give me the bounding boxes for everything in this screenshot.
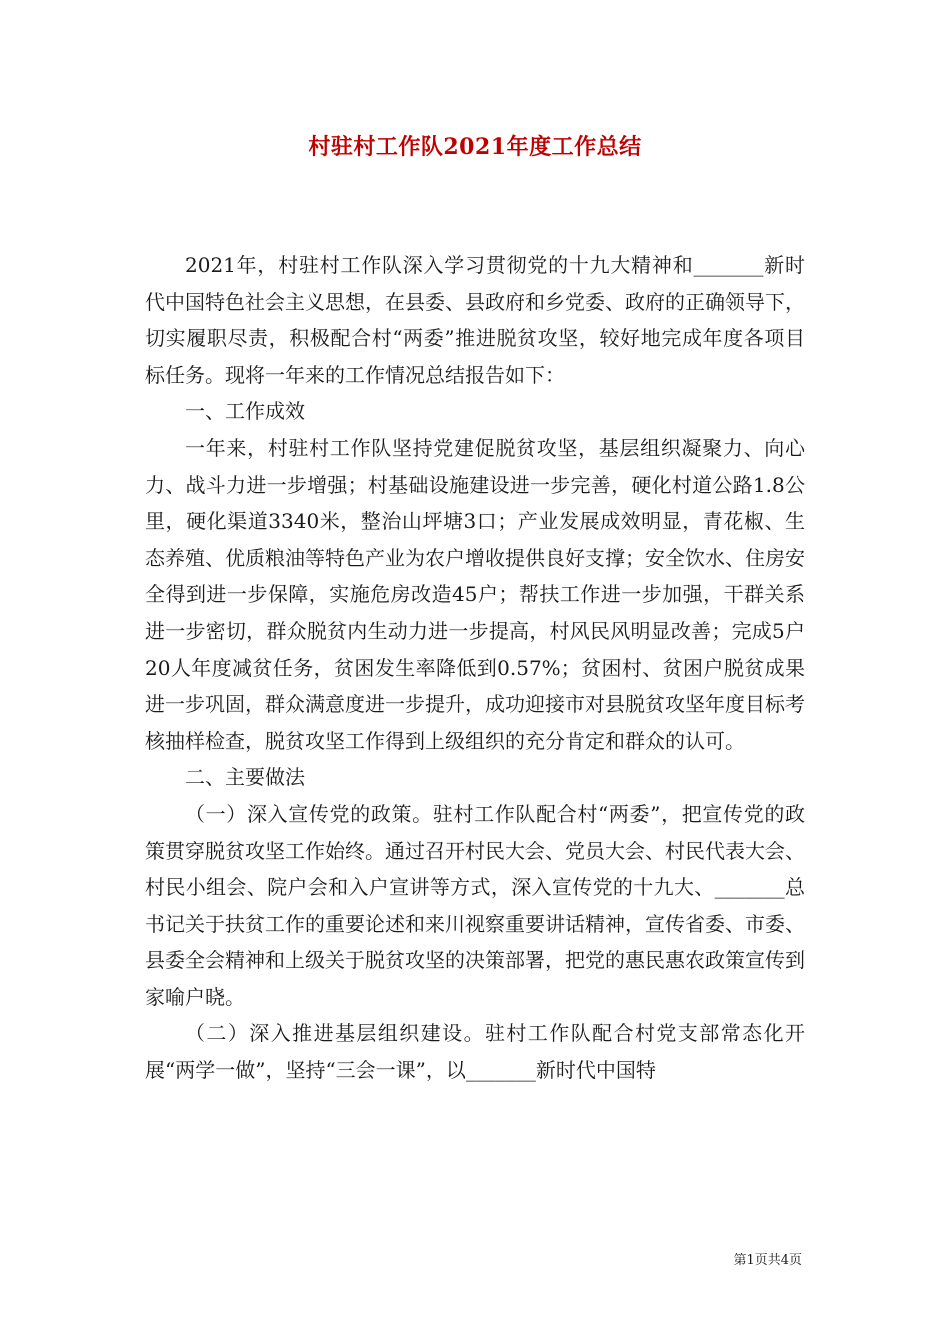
document-title: 村驻村工作队2021年度工作总结 (308, 134, 642, 160)
document-body (145, 247, 805, 1089)
methods-paragraph-organization: （二）深入推进基层组织建设。驻村工作队配合村党支部常态化开展“两学一做”，坚持“三会一课”，以_______新时代中国特 (145, 1021, 805, 1083)
section-heading-results: 一、工作成效 (185, 399, 305, 424)
methods-paragraph-policy: （一）深入宣传党的政策。驻村工作队配合村“两委”，把宣传党的政策贯穿脱贫攻坚工作始终。通过召开村民大会、党员大会、村民代表大会、村民小组会、院户会和入户宣讲等方式，深入宣传党的十九大、_______总书记关于扶贫工作的重要论述和来川视察重要讲话精神，宣传省委、市委、县委全会精神和上级关于脱贫攻坚的决策部署，把党的惠民惠农政策宣传到家喻户晓。 (145, 801, 805, 1009)
section-heading-methods: 二、主要做法 (185, 765, 305, 790)
results-paragraph: 一年来，村驻村工作队坚持党建促脱贫攻坚，基层组织凝聚力、向心力、战斗力进一步增强；村基础设施建设进一步完善，硬化村道公路1.8公里，硬化渠道3340米，整治山坪塘3口；产业发展成效明显，青花椒、生态养殖、优质粮油等特色产业为农户增收提供良好支撑；安全饮水、住房安全得到进一步保障，实施危房改造45户；帮扶工作进一步加强，干群关系进一步密切，群众脱贫内生动力进一步提高，村风民风明显改善；完成5户20人年度减贫任务，贫困发生率降低到0.57%；贫困村、贫困户脱贫成果进一步巩固，群众满意度进一步提升，成功迎接市对县脱贫攻坚年度目标考核抽样检查，脱贫攻坚工作得到上级组织的充分肯定和群众的认可。 (145, 435, 805, 753)
page-number-footer: 第1页共4页 (733, 1253, 802, 1268)
intro-paragraph: 2021年，村驻村工作队深入学习贯彻党的十九大精神和_______新时代中国特色社会主义思想，在县委、县政府和乡党委、政府的正确领导下，切实履职尽责，积极配合村“两委”推进脱贫攻坚，较好地完成年度各项目标任务。现将一年来的工作情况总结报告如下： (145, 253, 805, 387)
